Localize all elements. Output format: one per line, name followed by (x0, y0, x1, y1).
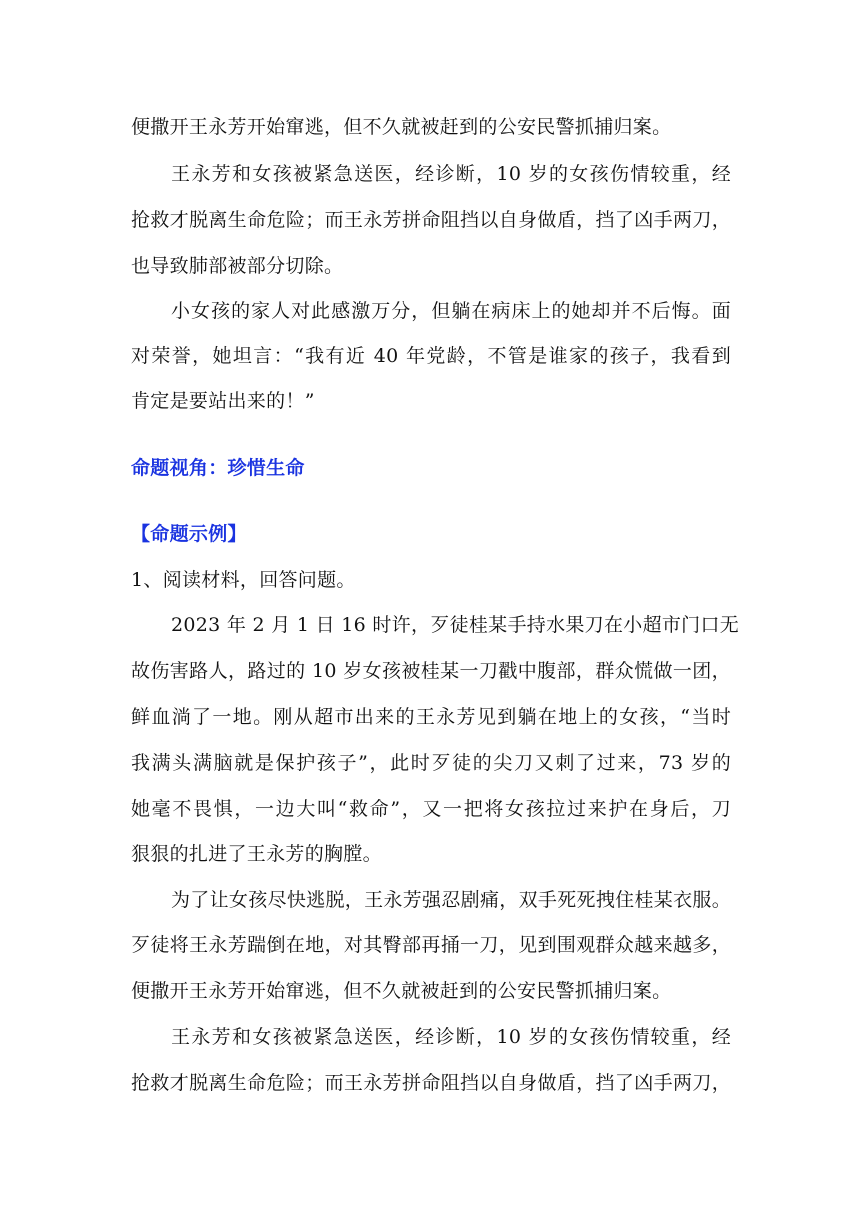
example-heading: 【命题示例】 (131, 523, 247, 545)
paragraph-line: 故伤害路人，路过的 10 岁女孩被桂某一刀戳中腹部，群众慌做一团， (131, 660, 731, 682)
paragraph-line: 王永芳和女孩被紧急送医，经诊断，10 岁的女孩伤情较重，经 (171, 163, 731, 185)
paragraph-line: 为了让女孩尽快逃脱，王永芳强忍剧痛，双手死死拽住桂某衣服。 (171, 889, 731, 911)
paragraph-line: 歹徒将王永芳踹倒在地，对其臀部再捅一刀，见到围观群众越来越多， (131, 934, 731, 956)
paragraph-line: 王永芳和女孩被紧急送医，经诊断，10 岁的女孩伤情较重，经 (171, 1026, 731, 1048)
paragraph-line: 鲜血淌了一地。刚从超市出来的王永芳见到躺在地上的女孩，“当时 (131, 706, 731, 728)
paragraph-line: 抢救才脱离生命危险；而王永芳拼命阻挡以自身做盾，挡了凶手两刀， (131, 209, 731, 231)
paragraph-line: 肯定是要站出来的！” (131, 390, 315, 412)
paragraph-line: 便撒开王永芳开始窜逃，但不久就被赶到的公安民警抓捕归案。 (131, 116, 672, 138)
paragraph-line: 我满头满脑就是保护孩子”，此时歹徒的尖刀又刺了过来，73 岁的 (131, 752, 731, 774)
paragraph-line: 便撒开王永芳开始窜逃，但不久就被赶到的公安民警抓捕归案。 (131, 980, 672, 1002)
paragraph-line: 小女孩的家人对此感激万分，但躺在病床上的她却并不后悔。面 (171, 300, 731, 322)
paragraph-line: 抢救才脱离生命危险；而王永芳拼命阻挡以自身做盾，挡了凶手两刀， (131, 1072, 731, 1094)
paragraph-line: 狠狠的扎进了王永芳的胸膛。 (131, 843, 382, 865)
question-prompt: 1、阅读材料，回答问题。 (131, 569, 356, 591)
paragraph-line: 2023 年 2 月 1 日 16 时许，歹徒桂某手持水果刀在小超市门口无 (171, 614, 740, 636)
paragraph-line: 也导致肺部被部分切除。 (131, 255, 344, 277)
paragraph-line: 她毫不畏惧，一边大叫“救命”，又一把将女孩拉过来护在身后，刀 (131, 798, 731, 820)
paragraph-line: 对荣誉，她坦言：“我有近 40 年党龄，不管是谁家的孩子，我看到 (131, 345, 731, 367)
topic-heading: 命题视角：珍惜生命 (131, 457, 305, 479)
